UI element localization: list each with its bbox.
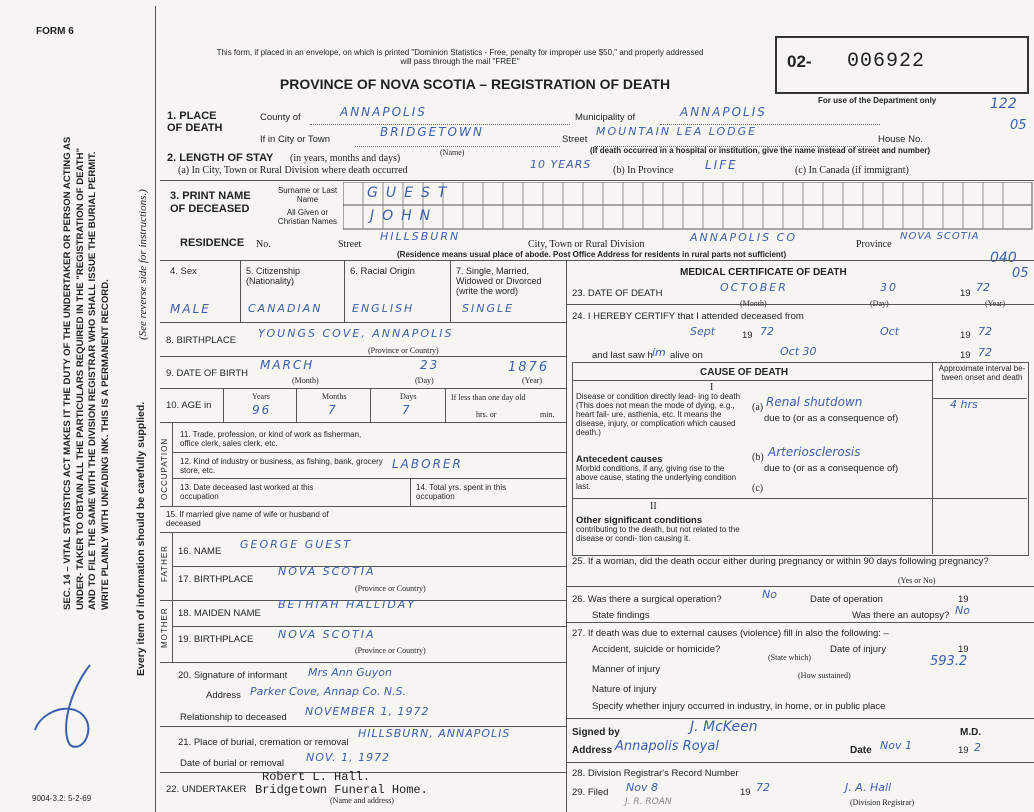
cause-b-value: Arteriosclerosis — [768, 445, 861, 459]
op-date-label: Date of operation — [810, 594, 883, 605]
statute-note: SEC. 14 – VITAL STATISTICS ACT MAKES IT THE DUTY OF THE UNDERTAKER OR PERSON ACTING AS UNDER- TAKER TO OBTAIN ALL THE PARTICULARS REQUIRED IN THE "REGISTRATION OF DEATH" AND TO FILE THE SAME WITH THE DIVISION REGISTRAR WHO SHALL ISSUE THE BURIAL PERMIT. WRITE PLAINLY WITH UNFADING INK. THIS IS A PERMANENT RECORD. — [62, 136, 111, 610]
q27-label: 27. If death was due to external causes (violence) fill in also the following: – — [572, 628, 889, 639]
frame-left — [155, 6, 156, 812]
occupation-side: OCCUPATION — [160, 437, 169, 500]
mother-birthplace: NOVA SCOTIA — [278, 628, 376, 641]
form-code: 9004-3.2: 5-2-69 — [32, 794, 92, 803]
informant-address-label: Address — [206, 690, 241, 701]
father-name-label: 16. NAME — [178, 546, 222, 557]
form-label: FORM 6 — [36, 26, 74, 37]
dob-month-l: (Month) — [292, 376, 319, 385]
years-label: Years — [252, 392, 270, 401]
reg-prefix: 02- — [787, 52, 812, 71]
autopsy-label: Was there an autopsy? — [852, 610, 950, 621]
antecedent-sub: Morbid conditions, if any, giving rise to the above cause, stating the underlying condition last. — [576, 464, 737, 491]
death-day-l: (Day) — [870, 299, 889, 308]
filed-yr-pre: 19 — [740, 787, 751, 798]
signed-value: J. McKeen — [690, 719, 758, 735]
attend-label: 24. I HEREBY CERTIFY that I attended deceased from — [572, 311, 804, 322]
residence-city: ANNAPOLIS CO — [690, 231, 797, 244]
stay-b-label: (b) In Province — [613, 165, 674, 176]
q29-label: 29. Filed — [572, 787, 609, 798]
length-of-stay-label: 2. LENGTH OF STAY — [167, 152, 274, 164]
informant-sig-label: 20. Signature of informant — [178, 670, 288, 681]
dob-year-l: (Year) — [522, 376, 543, 385]
info-note: Every item of information should be carefully supplied. — [135, 401, 147, 676]
marital-label: 7. Single, Married, Widowed or Divorced (write the word) — [456, 266, 542, 296]
cause-c: (c) — [752, 483, 764, 494]
birthplace-label: 8. BIRTHPLACE — [166, 335, 237, 346]
stay-b-value: LIFE — [705, 158, 738, 172]
father-birthplace: NOVA SCOTIA — [278, 565, 376, 578]
racial-value: ENGLISH — [352, 302, 415, 315]
given-label: All Given or Christian Names — [277, 208, 338, 226]
father-birthplace-sub: (Province or Country) — [355, 584, 426, 593]
last-yr-pre: 19 — [960, 350, 971, 361]
q15-label: 15. If married give name of wife or husband of deceased — [166, 510, 329, 528]
other-label: Other significant conditions — [576, 515, 703, 526]
stay-a-label: (a) In City, Town or Rural Division where death occurred — [178, 165, 408, 176]
citizenship-label: 5. Citizenship (Nationality) — [246, 266, 301, 286]
burial-place-label: 21. Place of burial, cremation or removal — [178, 737, 349, 748]
burial-date-label: Date of burial or removal — [180, 758, 285, 769]
city-name-note: (Name) — [440, 148, 465, 157]
residence-province: NOVA SCOTIA — [900, 231, 980, 242]
dept-code-1: 122 — [990, 96, 1017, 112]
last-seen-label: and last saw h — [592, 350, 653, 361]
md-label: M.D. — [960, 727, 982, 738]
attend-yr-2: 72 — [978, 325, 992, 338]
cause-a-interval: 4 hrs — [950, 398, 978, 411]
state-which: (State which) — [768, 653, 811, 662]
residence-street-label: Street — [338, 239, 362, 250]
birthplace-sub: (Province or Country) — [368, 346, 439, 355]
stay-c-label: (c) In Canada (if immigrant) — [795, 165, 909, 176]
days-value: 7 — [402, 403, 412, 417]
filed-date: Nov 8 — [626, 781, 658, 794]
informant-address: Parker Cove, Annap Co. N.S. — [250, 685, 407, 698]
death-year-pre: 19 — [960, 288, 971, 299]
dob-year: 1876 — [508, 360, 550, 375]
dob-day-l: (Day) — [415, 376, 434, 385]
residence-label: RESIDENCE — [180, 237, 245, 249]
q13-label: 13. Date deceased last worked at this occupation — [180, 483, 314, 501]
initials-stamp: J. R. ROAN — [625, 797, 672, 807]
residence-city-label: City, Town or Rural Division — [528, 239, 645, 250]
attend-yr-pre: 19 — [742, 330, 753, 341]
mail-notice: This form, if placed in an envelope, on which is printed "Dominion Statistics - Free, penalty for improper use $50," and properly addressed will pass through the mail "FREE" — [216, 48, 704, 66]
dob-day: 23 — [420, 358, 440, 372]
alive-on: alive on — [670, 350, 703, 361]
other-sub: contributing to the death, but not related to the disease or condi- tion causing it. — [576, 525, 740, 543]
dob-label: 9. DATE OF BIRTH — [166, 368, 248, 379]
street-value: MOUNTAIN LEA LODGE — [596, 125, 758, 138]
county-value: ANNAPOLIS — [340, 105, 427, 119]
stay-a-value: 10 YEARS — [530, 158, 592, 171]
surname-label: Surname or Last Name — [277, 186, 338, 204]
marital-value: SINGLE — [462, 302, 515, 315]
father-birthplace-label: 17. BIRTHPLACE — [178, 574, 254, 585]
informant-sig: Mrs Ann Guyon — [308, 666, 392, 679]
dept-use: For use of the Department only — [818, 96, 937, 105]
md-yr: 2 — [974, 741, 981, 754]
burial-date: NOV. 1, 1972 — [306, 751, 391, 764]
q25-label: 25. If a woman, did the death occur either during pregnancy or within 90 days following pregnancy? — [572, 556, 989, 567]
antecedent-label: Antecedent causes — [576, 454, 663, 465]
specify-label: Specify whether injury occurred in industry, in home, or in public place — [592, 701, 886, 712]
undertaker-sub: (Name and address) — [330, 796, 394, 805]
op-yr-pre: 19 — [958, 594, 969, 605]
injury-date-label: Date of injury — [830, 644, 886, 655]
page-title: PROVINCE OF NOVA SCOTIA – REGISTRATION OF DEATH — [279, 76, 671, 92]
q12-label: 12. Kind of industry or business, as fishing, bank, grocery store, etc. — [180, 457, 383, 475]
undertaker-line1: Robert L. Hall. — [262, 770, 371, 784]
dob-month: MARCH — [260, 358, 315, 372]
death-day: 30 — [880, 281, 898, 294]
death-month-l: (Month) — [740, 299, 767, 308]
years-value: 96 — [252, 403, 272, 417]
due-to-1: due to (or as a consequence of) — [764, 413, 899, 424]
attend-yr-1: 72 — [760, 325, 774, 338]
q11-label: 11. Trade, profession, or kind of work as fisherman, office clerk, sales clerk, etc. — [180, 430, 362, 448]
filed-yr: 72 — [756, 781, 770, 794]
municipality-label: Municipality of — [575, 112, 636, 123]
due-to-2: due to (or as a consequence of) — [764, 463, 899, 474]
mother-side: MOTHER — [160, 607, 169, 648]
registration-box — [775, 36, 1029, 94]
q26-label: 26. Was there a surgical operation? — [572, 594, 722, 605]
how-sustained: (How sustained) — [798, 671, 851, 680]
days-label: Days — [400, 392, 417, 401]
months-label: Months — [322, 392, 347, 401]
father-side: FATHER — [160, 545, 169, 582]
residence-no-label: No. — [256, 239, 271, 250]
interval-label: Approximate interval be- tween onset and death — [938, 364, 1026, 382]
q14-label: 14. Total yrs. spent in this occupation — [416, 483, 507, 501]
death-year: 72 — [976, 281, 990, 294]
racial-label: 6. Racial Origin — [350, 266, 415, 277]
mother-birthplace-sub: (Province or Country) — [355, 646, 426, 655]
q26-value: No — [762, 588, 777, 601]
md-address: Annapolis Royal — [615, 739, 719, 754]
birthplace-value: YOUNGS COVE, ANNAPOLIS — [258, 327, 454, 340]
residence-street: HILLSBURN — [380, 230, 461, 243]
death-year-l: (Year) — [985, 299, 1006, 308]
mother-birthplace-label: 19. BIRTHPLACE — [178, 634, 254, 645]
min-label: min. — [540, 410, 555, 419]
signed-label: Signed by — [572, 727, 620, 738]
last-seen-value: im — [652, 346, 666, 359]
md-address-label: Address — [572, 745, 613, 756]
accident-label: Accident, suicide or homicide? — [592, 644, 721, 655]
code-value: 593.2 — [930, 654, 968, 669]
signature-mark — [30, 650, 130, 760]
md-date-label: Date — [850, 745, 872, 756]
length-of-stay-sub: (in years, months and days) — [290, 153, 401, 164]
county-label: County of — [260, 112, 301, 123]
attend-to: Oct — [880, 325, 900, 338]
less-day-label: If less than one day old — [451, 393, 526, 402]
hrs-label: hrs. or — [476, 410, 497, 419]
given-value: JOHN — [370, 208, 439, 224]
house-label: House No. — [878, 134, 923, 145]
q28-label: 28. Division Registrar's Record Number — [572, 768, 739, 779]
street-label: Street — [562, 134, 588, 145]
manner-label: Manner of injury — [592, 664, 661, 675]
place-of-death-label: 1. PLACE OF DEATH — [167, 110, 223, 134]
roman-2: II — [650, 501, 657, 512]
res-code-1: 040 — [990, 250, 1017, 266]
municipality-value: ANNAPOLIS — [680, 105, 767, 119]
md-yr-pre: 19 — [958, 745, 969, 756]
roman-1: I — [710, 382, 714, 393]
disease-label: Disease or condition directly lead- ing to death (This does not mean the mode of dying, e.g., heart fail- ure, asthenia, etc. It means the disease, injury, or complication which caused death.) — [576, 392, 741, 437]
city-value: BRIDGETOWN — [380, 125, 484, 139]
months-value: 7 — [328, 403, 338, 417]
last-seen-date: Oct 30 — [780, 345, 817, 358]
dept-code-2: 05 — [1010, 118, 1027, 133]
burial-place: HILLSBURN, ANNAPOLIS — [358, 727, 511, 740]
citizenship-value: CANADIAN — [248, 302, 323, 315]
sex-label: 4. Sex — [170, 266, 197, 277]
death-date-label: 23. DATE OF DEATH — [572, 288, 663, 299]
registrar-sig: J. A. Hall — [845, 781, 892, 794]
res-code-2: 05 — [1012, 266, 1029, 281]
informant-relationship: NOVEMBER 1, 1972 — [305, 705, 430, 718]
undertaker-line2: Bridgetown Funeral Home. — [255, 783, 428, 797]
death-month: OCTOBER — [720, 281, 788, 294]
instructions-note: (See reverse side for instructions.) — [137, 189, 149, 340]
state-findings: State findings — [592, 610, 650, 621]
q12-value: LABORER — [392, 457, 463, 471]
surname-value: GUEST — [367, 185, 455, 201]
name-label: 3. PRINT NAME OF DECEASED — [170, 190, 251, 215]
age-label: 10. AGE in — [166, 400, 212, 411]
reg-number: 006922 — [847, 50, 926, 73]
father-name: GEORGE GUEST — [240, 538, 352, 551]
undertaker-label: 22. UNDERTAKER — [166, 784, 247, 795]
residence-note: (Residence means usual place of abode. Post Office Address for residents in rural parts not sufficient) — [397, 250, 787, 259]
autopsy-value: No — [955, 604, 970, 617]
cause-title: CAUSE OF DEATH — [700, 367, 789, 378]
attend-from: Sept — [690, 325, 716, 338]
attend-yr-pre2: 19 — [960, 330, 971, 341]
medical-title: MEDICAL CERTIFICATE OF DEATH — [680, 267, 847, 278]
yes-no: (Yes or No) — [898, 576, 936, 585]
residence-province-label: Province — [856, 239, 892, 250]
sex-value: MALE — [170, 302, 211, 316]
mother-maiden: BETHIAH HALLIDAY — [278, 598, 417, 611]
mother-maiden-label: 18. MAIDEN NAME — [178, 608, 261, 619]
cause-a: (a) — [752, 402, 764, 413]
nature-label: Nature of injury — [592, 684, 657, 695]
last-yr: 72 — [978, 346, 992, 359]
hospital-note: (If death occurred in a hospital or institution, give the name instead of street and number) — [590, 146, 931, 155]
injury-yr-pre: 19 — [958, 644, 969, 655]
cause-a-value: Renal shutdown — [766, 395, 863, 409]
md-date: Nov 1 — [880, 739, 912, 752]
informant-relationship-label: Relationship to deceased — [180, 712, 287, 723]
registrar-label: (Division Registrar) — [850, 798, 915, 807]
cause-b: (b) — [752, 452, 764, 463]
city-label: If in City or Town — [260, 134, 331, 145]
